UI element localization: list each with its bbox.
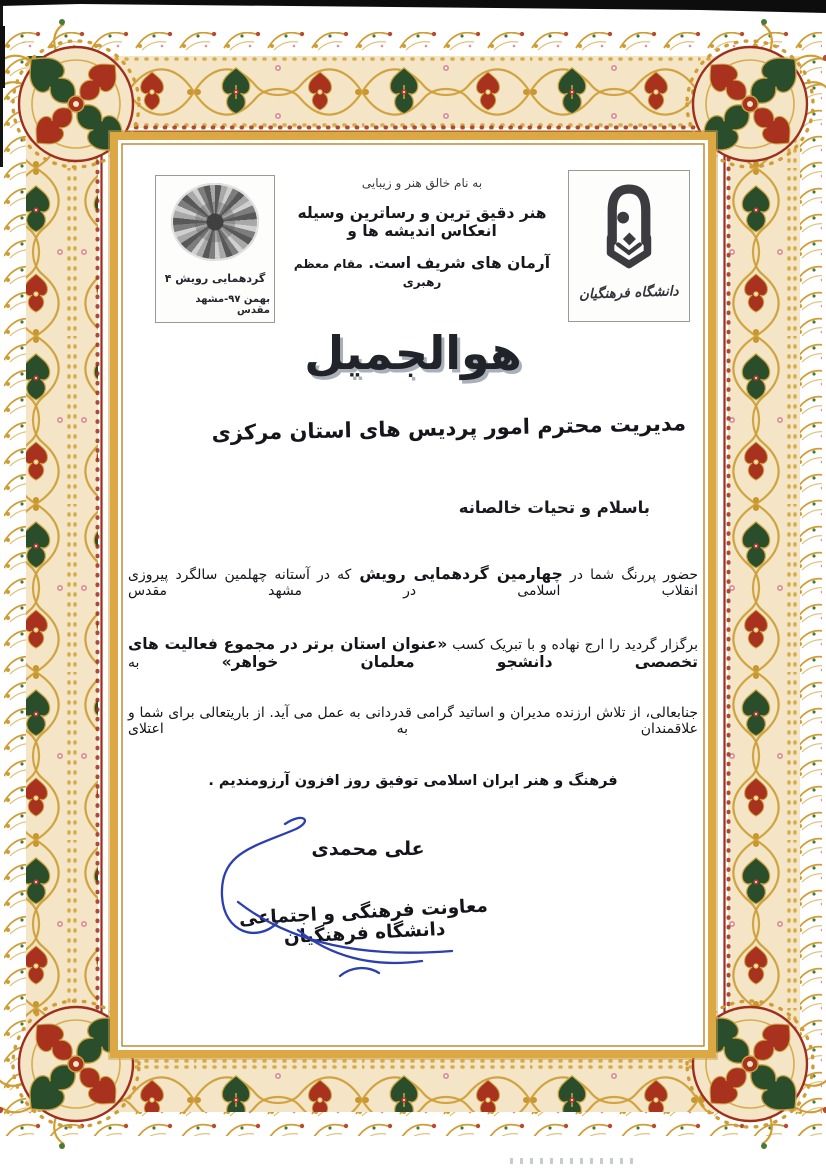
body-line-2: برگزار گردید را ارج نهاده و با تبریک کسب «عنوان استان برتر در مجموع فعالیت های تخصصی دانشجو معلمان خواهر» به xyxy=(128,635,699,671)
university-logo-box xyxy=(568,170,690,322)
award-title-emphasis: «عنوان استان برتر در مجموع فعالیت های تخصصی دانشجو معلمان خواهر» xyxy=(128,635,698,671)
scan-artifact-top xyxy=(0,0,826,13)
certificate-content xyxy=(118,140,708,1050)
quote-line-1: هنر دقیق ترین و رساترین وسیله انعکاس اندیشه ها و xyxy=(297,204,547,240)
body-line-1: حضور پررنگ شما در چهارمین گردهمایی رویش که در آستانه چهلمین سالگرد پیروزی انقلاب اسلامی در مشهد مقدس xyxy=(128,565,698,599)
addressee-line: مدیریت محترم امور پردیس های استان مرکزی xyxy=(211,411,687,446)
document-title: هوالجمیل xyxy=(304,326,522,380)
header-quote-block xyxy=(278,140,566,300)
salutation-line: باسلام و تحیات خالصانه xyxy=(458,498,650,517)
quote-line-2: آرمان های شریف است. مقام معظم رهبری xyxy=(293,254,551,289)
farhangian-university-logo-icon xyxy=(587,179,671,283)
scan-artifact-bottom xyxy=(510,1158,640,1164)
quote-attribution: مقام معظم رهبری xyxy=(293,257,442,289)
event-badge-date: بهمن ۹۷-مشهد مقدس xyxy=(195,294,270,316)
event-name-emphasis: چهارمین گردهمایی رویش xyxy=(351,565,563,583)
scan-artifact-left-blob xyxy=(0,26,5,88)
signatory-name: علی محمدی xyxy=(311,838,425,860)
event-badge-box xyxy=(155,175,275,323)
bismillah-line: به نام خالق هنر و زیبایی xyxy=(361,176,483,190)
body-line-3: جنابعالی، از تلاش ارزنده مدیران و اساتید گرامی قدردانی به عمل می آید. از باریتعالی برای شما و علاقمندان به اعتلای xyxy=(128,705,698,737)
body-line-4: فرهنگ و هنر ایران اسلامی توفیق روز افزون آرزومندیم . xyxy=(208,773,618,789)
university-name: دانشگاه فرهنگیان xyxy=(578,283,680,303)
signatory-title: معاونت فرهنگی و اجتماعی دانشگاه فرهنگیان xyxy=(238,895,489,949)
rouyesh-spiral-logo-icon xyxy=(171,183,259,261)
event-badge-title: گردهمایی رویش ۴ xyxy=(164,272,266,285)
